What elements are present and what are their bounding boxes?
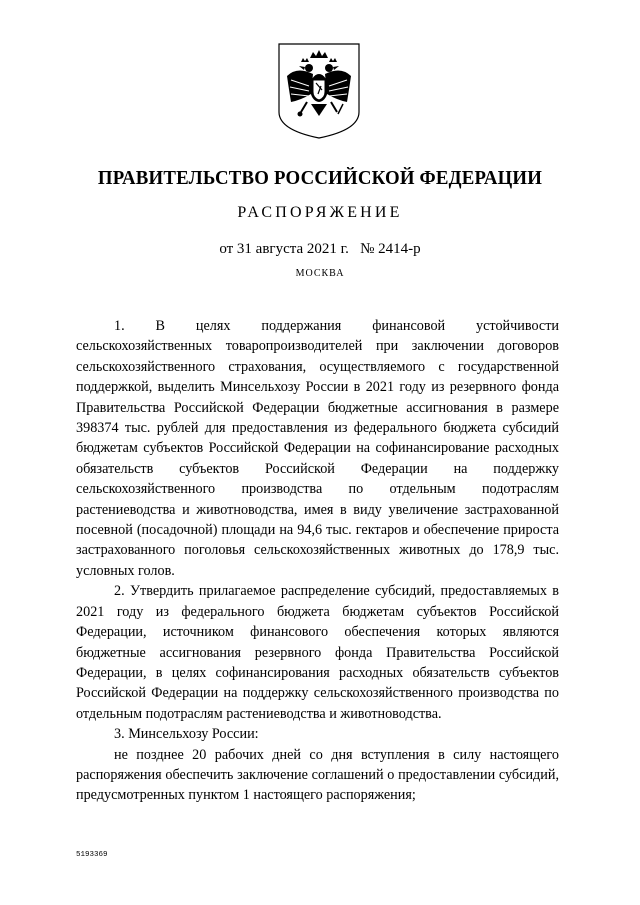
city-name: МОСКВА: [295, 268, 345, 279]
paragraph-2: 2. Утвердить прилагаемое распределение субсидий, предоставляемых в 2021 году из федерального бюджета бюджетам субъектов Российской Федерации, источником финансового обеспечения которых являются бюджетные ассигнования резервного фонда Правительства Российской Федерации, в целях софинансирования расходных обязательств субъектов Российской Федерации на поддержку сельскохозяйственного производства по отдельным подотраслям растениеводства и животноводства.: [76, 583, 559, 722]
russian-coat-of-arms-icon: [277, 42, 361, 140]
document-body: [76, 316, 559, 806]
government-title: ПРАВИТЕЛЬСТВО РОССИЙСКОЙ ФЕДЕРАЦИИ: [97, 168, 543, 189]
date-and-number: от 31 августа 2021 г. № 2414-р: [219, 241, 421, 257]
document-type: РАСПОРЯЖЕНИЕ: [237, 204, 403, 221]
state-emblem: [277, 42, 361, 140]
paragraph-4: не позднее 20 рабочих дней со дня вступления в силу настоящего распоряжения обеспечить заключение соглашений о предоставлении субсидий, предусмотренных пунктом 1 настоящего распоряжения;: [76, 746, 559, 804]
document-id: 5193369: [76, 851, 108, 859]
paragraph-3: 3. Минсельхозу России:: [114, 726, 259, 743]
paragraph-1: 1. В целях поддержания финансовой устойчивости сельскохозяйственных товаропроизводителей при заключении договоров сельскохозяйственного страхования, осуществляемого с государственной поддержкой, выделить Минсельхозу России в 2021 году из резервного фонда Правительства Российской Федерации бюджетные ассигнования в размере 398374 тыс. рублей для предоставления из федерального бюджета субсидий бюджетам субъектов Российской Федерации на софинансирование расходных обязательств субъектов Российской Федерации на поддержку сельскохозяйственного производства по отдельным подотраслям растениеводства и животноводства, имея в виду увеличение застрахованной посевной (посадочной) площади на 94,6 тыс. гектаров и обеспечение прироста застрахованного поголовья сельскохозяйственных животных до 178,9 тыс. условных голов.: [76, 318, 559, 579]
